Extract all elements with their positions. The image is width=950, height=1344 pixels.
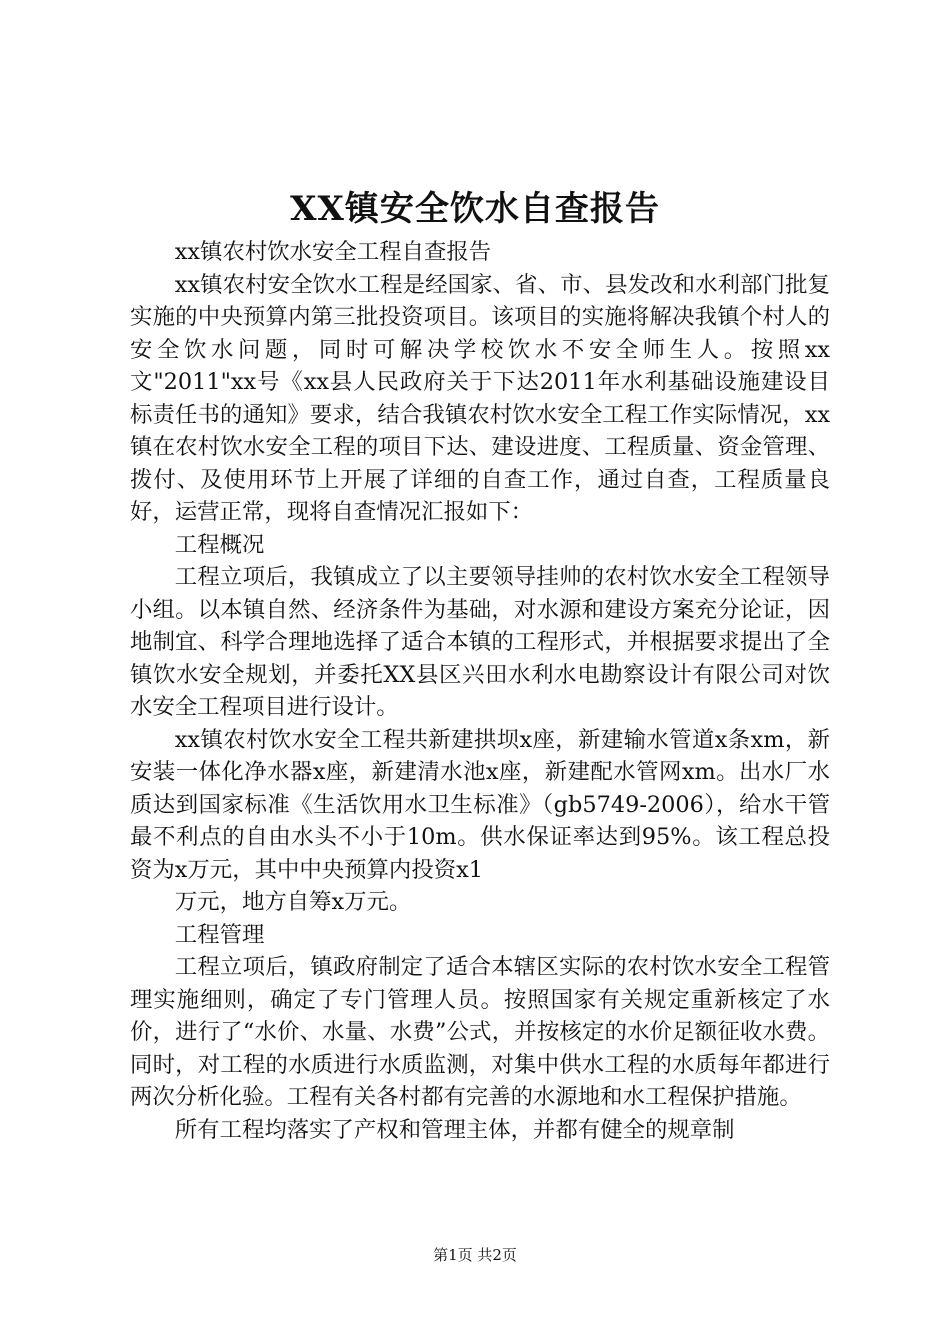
page-number: 第1页 共2页	[433, 1246, 517, 1264]
document-title: XX镇安全饮水自查报告	[290, 189, 660, 229]
document-body	[130, 236, 830, 1146]
paragraph-management: 工程立项后，镇政府制定了适合本辖区实际的农村饮水安全工程管理实施细则，确定了专门管理人员。按照国家有关规定重新核定了水价，进行了“水价、水量、水费”公式，并按核定的水价足额征收水费。同时，对工程的水质进行水质监测，对集中供水工程的水质每年都进行两次分析化验。工程有关各村都有完善的水源地和水工程保护措施。	[130, 954, 830, 1110]
paragraph-ownership: 所有工程均落实了产权和管理主体，并都有健全的规章制	[174, 1116, 735, 1143]
paragraph-subtitle: xx镇农村饮水安全工程自查报告	[174, 239, 492, 265]
section-heading-overview: 工程概况	[174, 531, 265, 558]
paragraph-construction: xx镇农村饮水安全工程共新建拱坝x座，新建输水管道x条xm，新安装一体化净水器x座，新建清水池x座，新建配水管网xm。出水厂水质达到国家标准《生活饮用水卫生标准》（gb5749-2006），给水干管最不利点的自由水头不小于10m。供水保证率达到95%。该工程总投资为x万元，其中中央预算内投资x1	[130, 726, 830, 883]
section-heading-management: 工程管理	[174, 921, 265, 948]
paragraph-overview: 工程立项后，我镇成立了以主要领导挂帅的农村饮水安全工程领导小组。以本镇自然、经济条件为基础，对水源和建设方案充分论证，因地制宜、科学合理地选择了适合本镇的工程形式，并根据要求提出了全镇饮水安全规划，并委托XX县区兴田水利水电勘察设计有限公司对饮水安全工程项目进行设计。	[130, 564, 830, 720]
paragraph-funding: 万元，地方自筹x万元。	[174, 889, 412, 915]
paragraph-introduction: xx镇农村安全饮水工程是经国家、省、市、县发改和水利部门批复实施的中央预算内第三批投资项目。该项目的实施将解决我镇个村人的安全饮水问题，同时可解决学校饮水不安全师生人。按照xx文"2011"xx号《xx县人民政府关于下达2011年水利基础设施建设目标责任书的通知》要求，结合我镇农村饮水安全工程工作实际情况，xx镇在农村饮水安全工程的项目下达、建设进度、工程质量、资金管理、拨付、及使用环节上开展了详细的自查工作，通过自查，工程质量良好，运营正常，现将自查情况汇报如下：	[130, 271, 830, 525]
